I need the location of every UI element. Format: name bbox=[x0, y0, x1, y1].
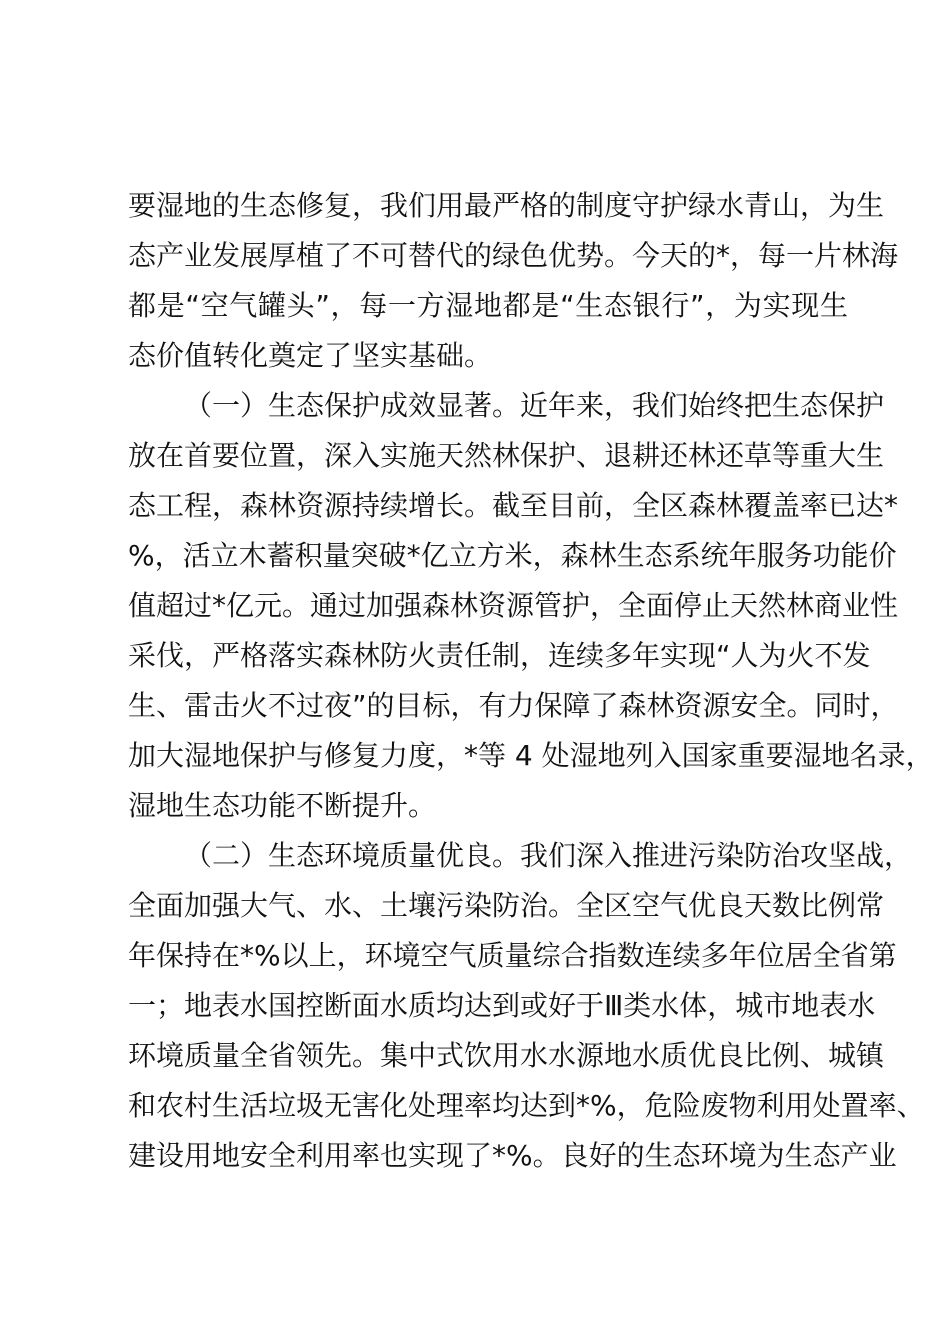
text-line: 全面加强大气、水、土壤污染防治。全区空气优良天数比例常 bbox=[128, 889, 885, 922]
text-line: 生、雷击火不过夜”的目标，有力保障了森林资源安全。同时， bbox=[128, 689, 899, 722]
body-text bbox=[128, 181, 934, 1181]
text-line: 年保持在*%以上，环境空气质量综合指数连续多年位居全省第 bbox=[128, 939, 897, 972]
text-line: 放在首要位置，深入实施天然林保护、退耕还林还草等重大生 bbox=[128, 439, 885, 472]
text-line: 值超过*亿元。通过加强森林资源管护，全面停止天然林商业性 bbox=[128, 589, 899, 622]
text-line: 态产业发展厚植了不可替代的绿色优势。今天的*，每一片林海 bbox=[128, 239, 899, 272]
section-heading-line: （二）生态环境质量优良。我们深入推进污染防治攻坚战， bbox=[184, 839, 913, 872]
text-line: 环境质量全省领先。集中式饮用水水源地水质优良比例、城镇 bbox=[128, 1039, 885, 1072]
text-line: 态工程，森林资源持续增长。截至目前，全区森林覆盖率已达* bbox=[128, 489, 899, 522]
text-line: 都是“空气罐头”，每一方湿地都是“生态银行”，为实现生 bbox=[128, 289, 848, 322]
text-line: 采伐，严格落实森林防火责任制，连续多年实现“人为火不发 bbox=[128, 639, 871, 672]
section-heading-line: （一）生态保护成效显著。近年来，我们始终把生态保护 bbox=[184, 389, 885, 422]
text-line: 一；地表水国控断面水质均达到或好于Ⅲ类水体，城市地表水 bbox=[128, 989, 876, 1022]
text-line: 要湿地的生态修复，我们用最严格的制度守护绿水青山，为生 bbox=[128, 189, 885, 222]
text-line: 和农村生活垃圾无害化处理率均达到*%，危险废物利用处置率、 bbox=[128, 1089, 925, 1122]
text-line: 湿地生态功能不断提升。 bbox=[128, 789, 437, 822]
text-line: 态价值转化奠定了坚实基础。 bbox=[128, 339, 493, 372]
text-line: %，活立木蓄积量突破*亿立方米，森林生态系统年服务功能价 bbox=[128, 539, 897, 572]
text-line: 建设用地安全利用率也实现了*%。良好的生态环境为生态产业 bbox=[128, 1139, 897, 1172]
text-line: 加大湿地保护与修复力度，*等 4 处湿地列入国家重要湿地名录， bbox=[128, 739, 934, 772]
